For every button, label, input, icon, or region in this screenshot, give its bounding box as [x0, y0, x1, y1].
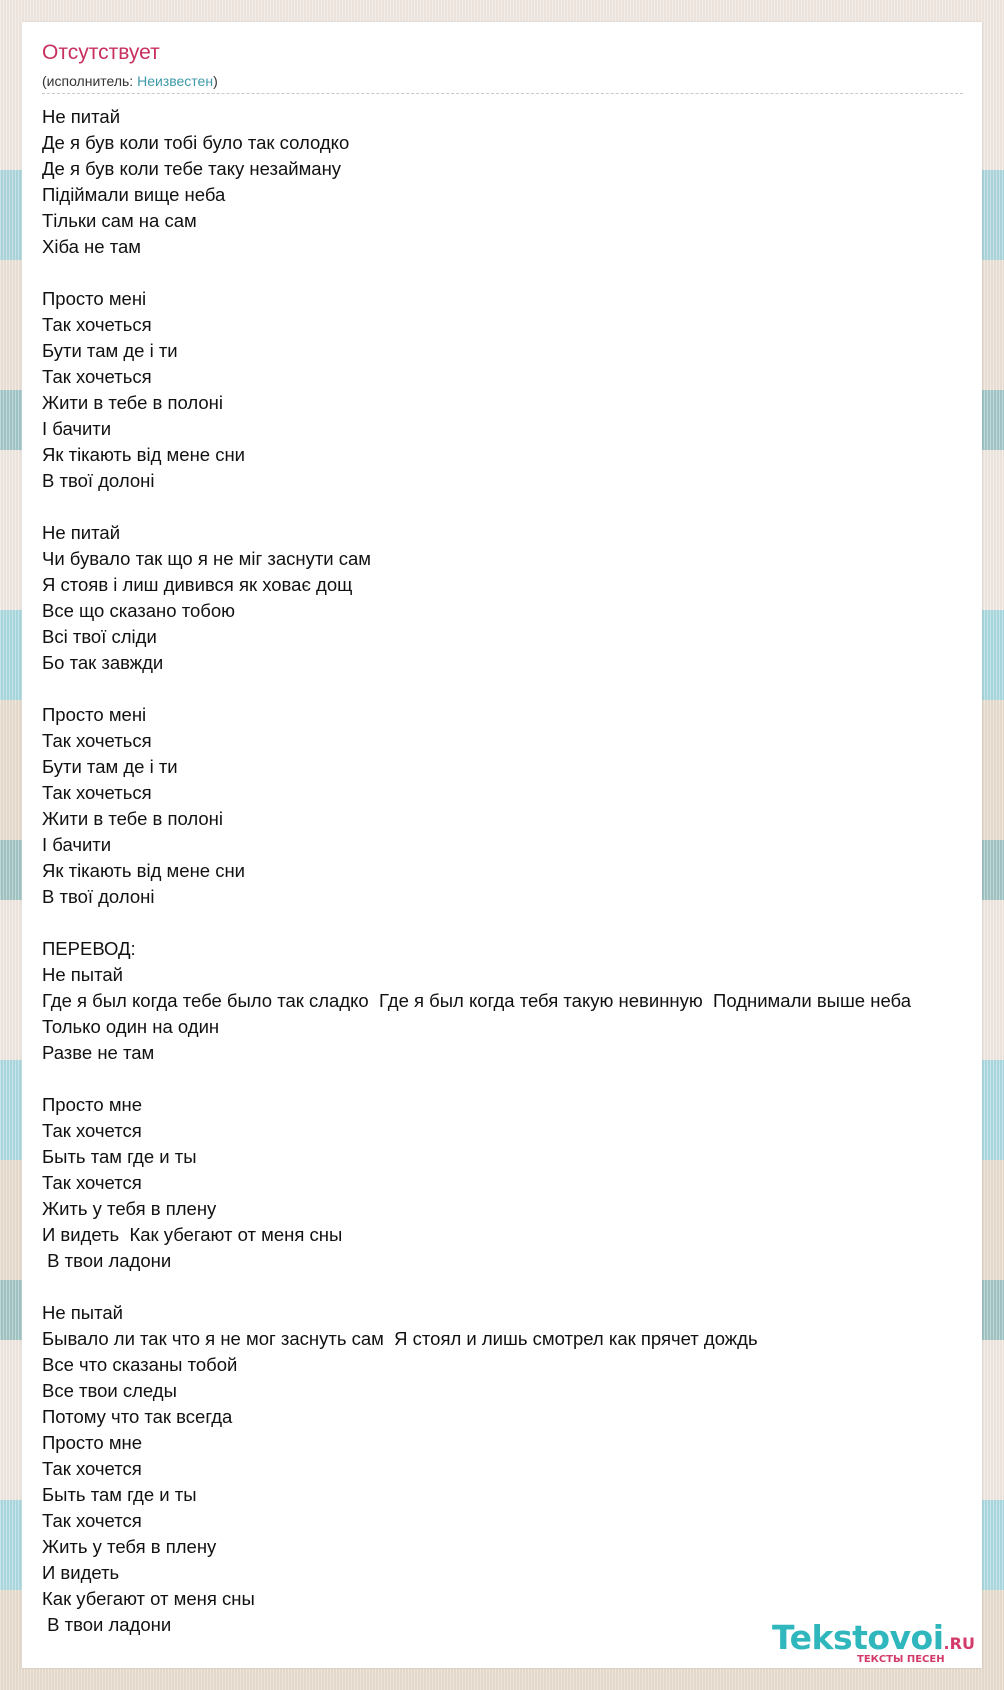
lyrics-line: Не пытай: [42, 1302, 123, 1323]
logo-tld: .RU: [943, 1634, 975, 1653]
lyrics-line: Быть там где и ты: [42, 1484, 197, 1505]
lyrics-line: Жить у тебя в плену: [42, 1536, 217, 1557]
lyrics-line: Бути там де і ти: [42, 340, 178, 361]
title-divider: [42, 93, 963, 94]
lyrics-line: Так хочеться: [42, 314, 152, 335]
lyrics-line: Где я был когда тебе было так сладко Где я был когда тебя такую невинную Поднимали выше неба: [42, 990, 911, 1011]
lyrics-line: Просто мені: [42, 704, 147, 725]
lyrics-line: ПЕРЕВОД:: [42, 938, 136, 959]
lyrics-line: І бачити: [42, 834, 112, 855]
lyrics-line: Жить у тебя в плену: [42, 1198, 217, 1219]
lyrics-line: Так хочеться: [42, 782, 152, 803]
artist-suffix: ): [213, 73, 218, 89]
logo-tagline: ТЕКСТЫ ПЕСЕН: [857, 1654, 945, 1665]
lyrics-line: В твої долоні: [42, 470, 155, 491]
lyrics-line: Як тікають від мене сни: [42, 860, 246, 881]
lyrics-line: Бо так завжди: [42, 652, 164, 673]
lyrics-line: Так хочется: [42, 1120, 142, 1141]
lyrics-line: Просто мені: [42, 288, 147, 309]
artist-link[interactable]: Неизвестен: [137, 73, 214, 89]
site-logo[interactable]: [772, 1618, 975, 1665]
lyrics-line: Так хочеться: [42, 730, 152, 751]
lyrics-line: Просто мне: [42, 1094, 143, 1115]
lyrics-line: Тільки сам на сам: [42, 210, 197, 231]
lyrics-line: Все твои следы: [42, 1380, 177, 1401]
song-title: Отсутствует: [42, 41, 160, 64]
lyrics-line: Підіймали вище неба: [42, 184, 226, 205]
artist-prefix: (исполнитель:: [42, 73, 138, 89]
lyrics-line: Как убегают от меня сны: [42, 1588, 255, 1609]
lyrics-line: В твои ладони: [42, 1250, 172, 1271]
lyrics-line: И видеть Как убегают от меня сны: [42, 1224, 343, 1245]
lyrics-line: Так хочеться: [42, 366, 152, 387]
lyrics-line: Потому что так всегда: [42, 1406, 233, 1427]
lyrics-line: Жити в тебе в полоні: [42, 808, 223, 829]
lyrics-line: Быть там где и ты: [42, 1146, 197, 1167]
lyrics-line: Бути там де і ти: [42, 756, 178, 777]
lyrics-line: Чи бувало так що я не міг заснути сам: [42, 548, 372, 569]
lyrics-line: В твої долоні: [42, 886, 155, 907]
lyrics-line: Жити в тебе в полоні: [42, 392, 223, 413]
lyrics-line: В твои ладони: [42, 1614, 172, 1635]
lyrics-line: Я стояв і лиш дивився як ховає дощ: [42, 574, 353, 595]
lyrics-line: Просто мне: [42, 1432, 143, 1453]
lyrics-line: Де я був коли тебе таку незайману: [42, 158, 342, 179]
lyrics-line: Не питай: [42, 106, 121, 127]
lyrics-page: [22, 22, 982, 1668]
logo-wordmark: Tekstovoi: [772, 1618, 944, 1657]
lyrics-line: Як тікають від мене сни: [42, 444, 246, 465]
artist-line: [42, 73, 218, 89]
lyrics-line: Разве не там: [42, 1042, 155, 1063]
lyrics-line: Всі твої сліди: [42, 626, 157, 647]
lyrics-line: І бачити: [42, 418, 112, 439]
lyrics-text: [42, 104, 982, 1638]
lyrics-line: Так хочется: [42, 1172, 142, 1193]
lyrics-line: И видеть: [42, 1562, 120, 1583]
lyrics-line: Не пытай: [42, 964, 123, 985]
lyrics-line: Так хочется: [42, 1510, 142, 1531]
lyrics-line: Не питай: [42, 522, 121, 543]
lyrics-line: Хіба не там: [42, 236, 141, 257]
lyrics-line: Бывало ли так что я не мог заснуть сам Я стоял и лишь смотрел как прячет дождь: [42, 1328, 758, 1349]
lyrics-line: Все що сказано тобою: [42, 600, 236, 621]
lyrics-line: Только один на один: [42, 1016, 220, 1037]
lyrics-line: Де я був коли тобі було так солодко: [42, 132, 350, 153]
lyrics-line: Все что сказаны тобой: [42, 1354, 238, 1375]
lyrics-line: Так хочется: [42, 1458, 142, 1479]
